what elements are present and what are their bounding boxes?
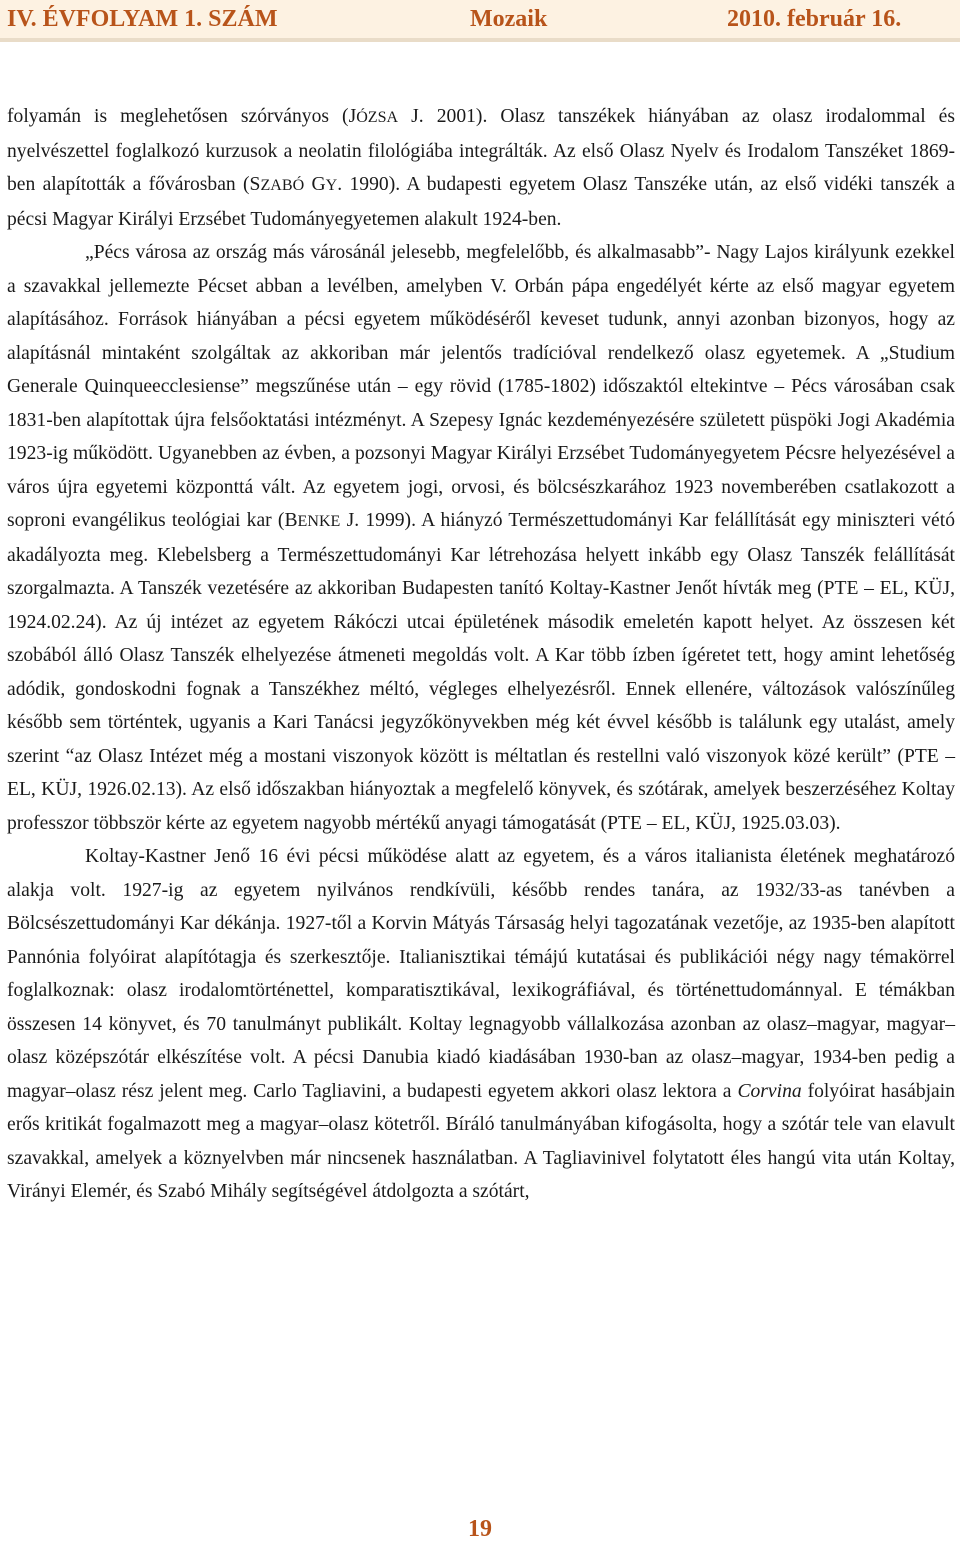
issue-date: 2010. február 16. xyxy=(727,6,902,32)
paragraph-1: folyamán is meglehetősen szórványos (JÓZSA J. 2001). Olasz tanszékek hiányában az olasz irodalommal és nyelvészettel foglalkozó kurzusok a neolatin filológiába integrálták. Az első Olasz Nyelv és Irodalom Tanszéket 1869-ben alapították a fővárosban (SZABÓ GY. 1990). A budapesti egyetem Olasz Tanszéke után, az első vidéki tanszék a pécsi Magyar Királyi Erzsébet Tudományegyetemen alakult 1924-ben. xyxy=(7,106,955,230)
page-number: 19 xyxy=(468,1516,492,1542)
volume-issue: IV. ÉVFOLYAM 1. SZÁM xyxy=(7,6,278,32)
paragraph-2: „Pécs városa az ország más városánál jelesebb, megfelelőbb, és alkalmasabb”- Nagy Lajos királyunk ezekkel a szavakkal jellemezte Pécset abban a levélben, amelyben V. Orbán pápa engedélyét kérte az első magyar egyetem alapításához. Források hiányában a pécsi egyetem működéséről keveset tudunk, annyi azonban bizonyos, hogy az alapításnál mintaként szolgáltak az akkoriban már jelentős tradícióval rendelkező olasz egyetemek. A „Studium Generale Quinqueecclesiense” megszűnése után – egy rövid (1785-1802) időszaktól eltekintve – Pécs városában csak 1831-ben alapítottak újra felsőoktatási intézményt. A Szepesy Ignác kezdeményezésére született püspöki Jogi Akadémia 1923-ig működött. Ugyanebben az évben, a pozsonyi Magyar Királyi Erzsébet Tudományegyetem Pécsre helyezésével a város újra egyetemi központtá vált. Az egyetem jogi, orvosi, és bölcsészkarához 1923 novemberében csatlakozott a soproni evangélikus teológiai kar (BENKE J. 1999). A hiányzó Természettudományi Kar felállítását egy miniszteri vétó akadályozta meg. Klebelsberg a Természettudományi Kar létrehozása helyett inkább egy Olasz Tanszék felállítását szorgalmazta. A Tanszék vezetésére az akkoriban Budapesten tanító Koltay-Kastner Jenőt hívták meg (PTE – EL, KÜJ, 1924.02.24). Az új intézet az egyetem Rákóczi utcai épületének második emeletén kapott helyet. Az összesen két szobából álló Olasz Tanszék elhelyezése átmeneti megoldás volt. A Kar több ízben ígéretet tett, hogy amint lehetőség adódik, gondoskodni fognak a Tanszékhez méltó, végleges elhelyezésről. Ennek ellenére, változások valószínűleg később sem történtek, ugyanis a Kari Tanácsi jegyzőkönyvekben még két évvel később is találunk egy utalást, amely szerint “az Olasz Intézet még a mostani viszonyok között is méltatlan és restellni való viszonyok közé került” (PTE – EL, KÜJ, 1926.02.13). Az első időszakban hiányoztak a megfelelő könyvek, és szótárak, amelyek beszerzéséhez Koltay professzor többször kérte az egyetem nagyobb mértékű anyagi támogatását (PTE – EL, KÜJ, 1925.03.03). xyxy=(7,242,955,834)
paragraph-3: Koltay-Kastner Jenő 16 évi pécsi működése alatt az egyetem, és a város italianista életének meghatározó alakja volt. 1927-ig az egyetem nyilvános rendkívüli, később rendes tanára, az 1932/33-as tanévben a Bölcsészettudományi Kar dékánja. 1927-től a Korvin Mátyás Társaság helyi tagozatának vezetője, az 1935-ben alapított Pannónia folyóirat alapítótagja és szerkesztője. Italianisztikai témájú kutatásai és publikációi négy nagy témakörrel foglalkoznak: olasz irodalomtörténettel, komparatisztikával, lexikográfiával, és történettudománnyal. E témákban összesen 14 könyvet, és 70 tanulmányt publikált. Koltay legnagyobb vállalkozása azonban az olasz–magyar, magyar–olasz középszótár elkészítése volt. A pécsi Danubia kiadó kiadásában 1930-ban az olasz–magyar, 1934-ben pedig a magyar–olasz rész jelent meg. Carlo Tagliavini, a budapesti egyetem akkori olasz lektora a Corvina folyóirat hasábjain erős kritikát fogalmazott meg a magyar–olasz kötetről. Bíráló tanulmányában kifogásolta, hogy a szótár tele van elavult szavakkal, amelyek a köznyelvben már nincsenek használatban. A Tagliavinivel folytatott éles hangú vita után Koltay, Virányi Elemér, és Szabó Mihály segítségével átdolgozta a szótárt, xyxy=(7,846,955,1202)
page-header xyxy=(0,0,960,42)
journal-title: Mozaik xyxy=(470,6,548,32)
article-body xyxy=(7,100,955,1209)
journal-name-corvina: Corvina xyxy=(737,1080,802,1102)
